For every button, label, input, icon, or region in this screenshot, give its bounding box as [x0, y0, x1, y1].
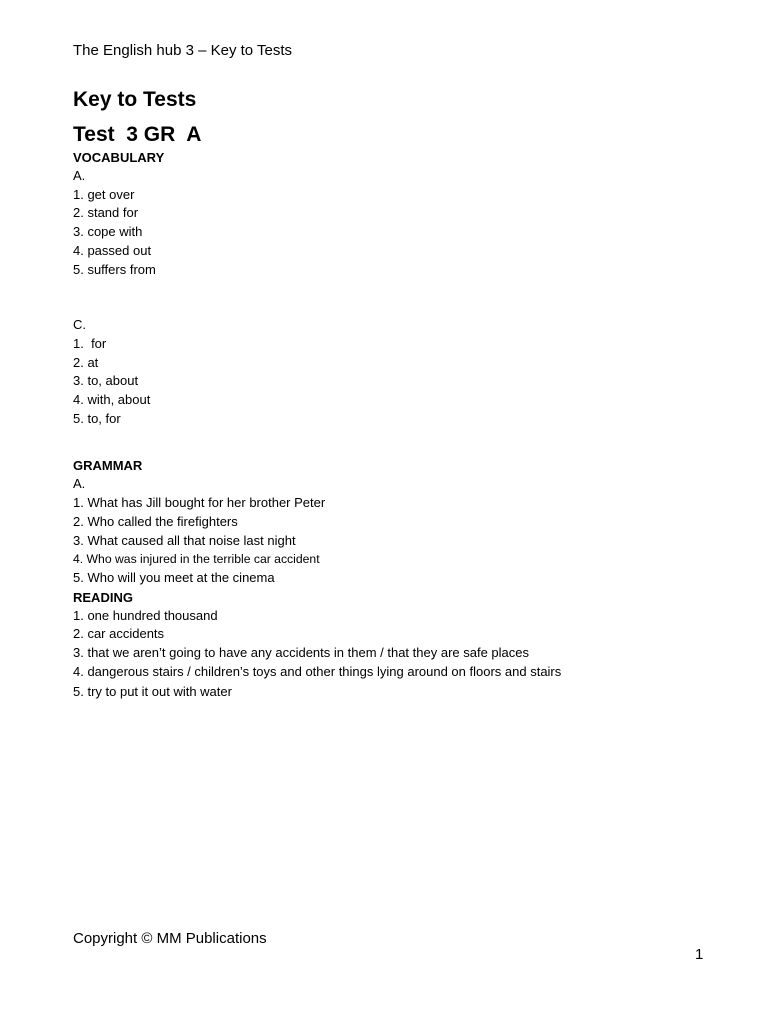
- document-title: Key to Tests: [73, 88, 197, 111]
- document-body: [73, 87, 713, 702]
- spacer: [73, 428, 713, 456]
- answer-line: 3. What caused all that noise last night: [73, 532, 296, 548]
- reading-heading: READING: [73, 589, 133, 605]
- answer-line: 5. try to put it out with water: [73, 684, 232, 700]
- answer-line: 2. Who called the firefighters: [73, 513, 238, 529]
- vocabulary-part-a-label: A.: [73, 168, 86, 183]
- page-header: The English hub 3 – Key to Tests: [73, 42, 293, 59]
- answer-line: 4. passed out: [73, 242, 152, 258]
- page-number: 1: [695, 946, 704, 963]
- answer-line: 3. cope with: [73, 224, 143, 240]
- spacer: [73, 279, 713, 316]
- copyright-footer: Copyright © MM Publications: [73, 930, 267, 947]
- vocabulary-heading: VOCABULARY: [73, 150, 165, 165]
- answer-line: 4. Who was injured in the terrible car accident: [73, 552, 320, 567]
- answer-line: 3. to, about: [73, 373, 139, 389]
- grammar-part-a-label: A.: [73, 476, 86, 492]
- answer-line: 5. Who will you meet at the cinema: [73, 569, 275, 585]
- answer-line: 2. stand for: [73, 205, 139, 221]
- answer-line: 4. with, about: [73, 392, 151, 408]
- answer-line: 5. suffers from: [73, 261, 156, 277]
- answer-line: 4. dangerous stairs / children’s toys and other things lying around on floors and stairs: [73, 663, 562, 679]
- answer-line: 3. that we aren’t going to have any accidents in them / that they are safe places: [73, 645, 529, 661]
- answer-line: 1. What has Jill bought for her brother Peter: [73, 495, 326, 511]
- answer-line: 1. get over: [73, 186, 135, 202]
- vocabulary-part-c-label: C.: [73, 317, 86, 333]
- answer-line: 2. at: [73, 354, 99, 370]
- answer-line: 5. to, for: [73, 410, 121, 426]
- answer-line: 1. for: [73, 335, 107, 351]
- grammar-heading: GRAMMAR: [73, 458, 143, 474]
- answer-line: 2. car accidents: [73, 626, 165, 642]
- answer-line: 1. one hundred thousand: [73, 607, 218, 623]
- test-title: Test 3 GR A: [73, 123, 202, 146]
